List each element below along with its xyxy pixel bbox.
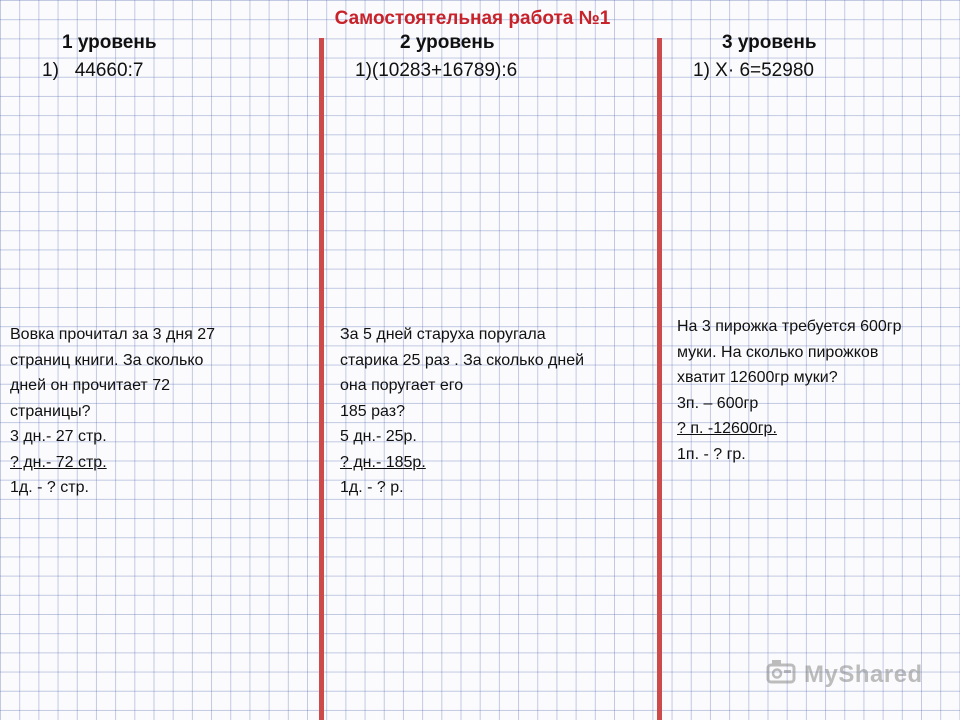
problem-line: дней он прочитает 72: [10, 377, 170, 394]
level-3-task: 1) Х· 6=52980: [693, 60, 814, 81]
level-3-heading: 3 уровень: [722, 32, 817, 53]
problem-line: она поругает его: [340, 377, 464, 394]
watermark-text: MyShared: [804, 660, 923, 688]
level-1-heading: 1 уровень: [62, 32, 157, 53]
level-1-problem: [10, 322, 215, 501]
problem-line: На 3 пирожка требуется 600гр: [677, 318, 902, 335]
problem-line: хватит 12600гр муки?: [677, 369, 838, 386]
projector-icon: [766, 657, 798, 692]
problem-line: ? п. -12600гр.: [677, 420, 777, 437]
level-1-task: 1) 44660:7: [42, 60, 144, 81]
problem-line: Вовка прочитал за 3 дня 27: [10, 326, 216, 343]
problem-line: 3 дн.- 27 стр.: [10, 428, 107, 445]
problem-line: ? дн.- 72 стр.: [10, 453, 107, 471]
problem-line: муки. На сколько пирожков: [677, 343, 879, 361]
problem-line: старика 25 раз . За сколько дней: [340, 351, 585, 369]
problem-line: За 5 дней старуха поругала: [340, 326, 546, 343]
column-divider-1: [319, 38, 324, 720]
problem-line: страниц книги. За сколько: [10, 351, 204, 369]
page-title: Самостоятельная работа №1: [334, 8, 611, 29]
level-2-task: 1)(10283+16789):6: [355, 60, 518, 81]
problem-line: 185 раз?: [340, 402, 405, 420]
level-2-heading: 2 уровень: [400, 32, 495, 53]
problem-line: 3п. – 600гр: [677, 394, 759, 412]
level-3-problem: [677, 314, 902, 467]
problem-line: 1д. - ? р.: [340, 479, 404, 496]
problem-line: 1п. - ? гр.: [677, 445, 746, 463]
problem-line: страницы?: [10, 402, 91, 420]
problem-line: 1д. - ? стр.: [10, 479, 89, 496]
problem-line: ? дн.- 185р.: [340, 453, 426, 471]
problem-line: 5 дн.- 25р.: [340, 428, 417, 445]
watermark: [766, 657, 923, 692]
level-2-problem: [340, 322, 584, 501]
column-divider-2: [657, 38, 662, 720]
